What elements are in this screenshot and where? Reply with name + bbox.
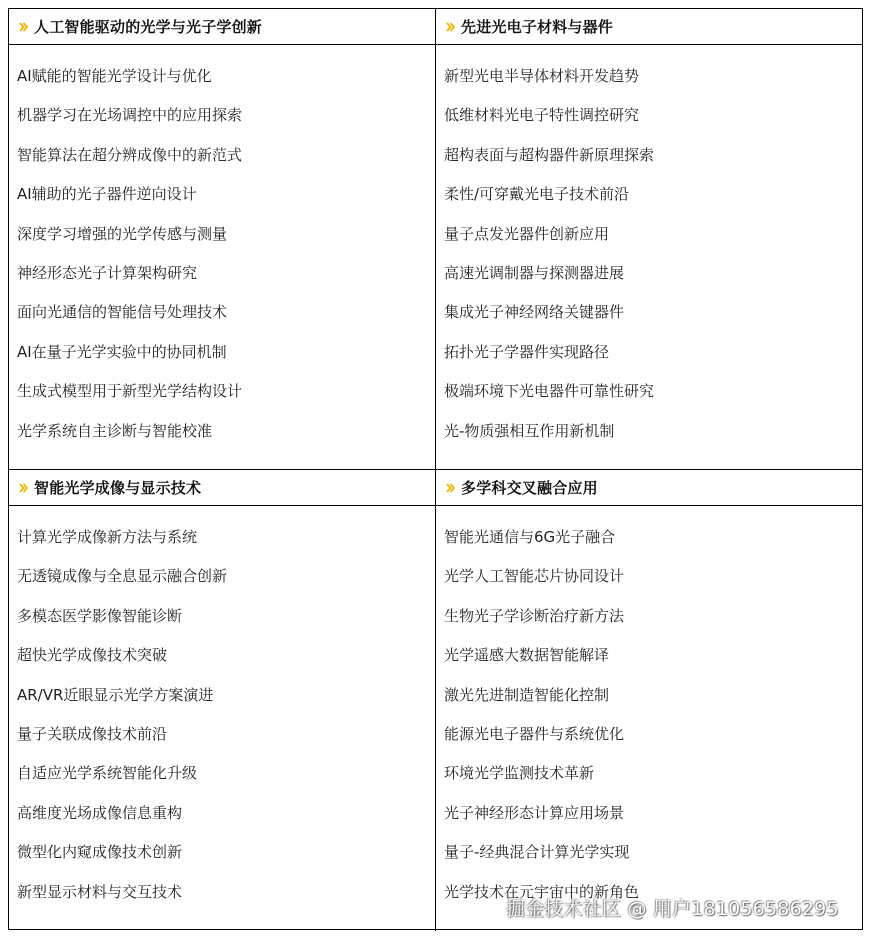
topic-list: [444, 526, 857, 920]
list-item: 无透镜成像与全息显示融合创新: [17, 567, 228, 586]
section-title: 多学科交叉融合应用: [461, 479, 598, 497]
topic-list: [444, 65, 857, 459]
list-item: 激光先进制造智能化控制: [444, 685, 610, 704]
section-title: 智能光学成像与显示技术: [34, 479, 202, 497]
list-item: 拓扑光子学器件实现路径: [444, 342, 610, 361]
list-item: 柔性/可穿戴光电子技术前沿: [444, 185, 630, 204]
double-chevron-right-icon: [19, 21, 29, 33]
section-cell-imaging-display: [9, 470, 436, 931]
list-item: 能源光电子器件与系统优化: [444, 724, 625, 743]
section-header: [436, 9, 863, 45]
list-item: 光学系统自主诊断与智能校准: [17, 421, 213, 440]
double-chevron-right-icon: [446, 482, 456, 494]
list-item: 生成式模型用于新型光学结构设计: [17, 382, 243, 401]
list-item: AI在量子光学实验中的协同机制: [17, 342, 227, 361]
list-item: 高维度光场成像信息重构: [17, 803, 183, 822]
list-item: 深度学习增强的光学传感与测量: [17, 224, 228, 243]
list-item: 量子关联成像技术前沿: [17, 724, 168, 743]
section-header: [9, 470, 435, 506]
list-item: 极端环境下光电器件可靠性研究: [444, 382, 655, 401]
list-item: 微型化内窥成像技术创新: [17, 843, 183, 862]
list-item: 生物光子学诊断治疗新方法: [444, 606, 625, 625]
list-item: 环境光学监测技术革新: [444, 764, 595, 783]
double-chevron-right-icon: [19, 482, 29, 494]
list-item: 计算光学成像新方法与系统: [17, 528, 198, 546]
list-item: 量子-经典混合计算光学实现: [444, 843, 630, 862]
list-item: 自适应光学系统智能化升级: [17, 764, 198, 783]
list-item: 光学技术在元宇宙中的新角色: [444, 882, 640, 901]
section-cell-interdisciplinary: [436, 470, 863, 931]
list-item: 低维材料光电子特性调控研究: [444, 106, 640, 125]
topic-list: [17, 65, 429, 459]
list-item: 超构表面与超构器件新原理探索: [444, 145, 655, 164]
topics-table: [8, 8, 863, 930]
section-header: [9, 9, 435, 45]
list-item: 光学人工智能芯片协同设计: [444, 567, 625, 586]
double-chevron-right-icon: [446, 21, 456, 33]
list-item: 量子点发光器件创新应用: [444, 224, 610, 243]
list-item: 超快光学成像技术突破: [17, 646, 168, 665]
list-item: 多模态医学影像智能诊断: [17, 606, 183, 625]
list-item: AR/VR近眼显示光学方案演进: [17, 685, 214, 704]
topic-list: [17, 526, 429, 920]
list-item: 新型光电半导体材料开发趋势: [444, 67, 640, 85]
section-cell-ai-optics: [9, 9, 436, 470]
list-item: 机器学习在光场调控中的应用探索: [17, 106, 243, 125]
section-header: [436, 470, 863, 506]
list-item: 智能算法在超分辨成像中的新范式: [17, 145, 243, 164]
watermark: 掘金技术社区 @ 用户181056586295: [506, 898, 839, 920]
section-title: 先进光电子材料与器件: [461, 18, 614, 36]
list-item: 高速光调制器与探测器进展: [444, 263, 625, 282]
list-item: 光-物质强相互作用新机制: [444, 421, 615, 440]
list-item: 光学遥感大数据智能解译: [444, 646, 610, 665]
section-cell-materials-devices: [436, 9, 863, 470]
list-item: AI赋能的智能光学设计与优化: [17, 67, 212, 85]
list-item: 光子神经形态计算应用场景: [444, 803, 625, 822]
list-item: 神经形态光子计算架构研究: [17, 263, 198, 282]
list-item: 面向光通信的智能信号处理技术: [17, 303, 228, 322]
list-item: 智能光通信与6G光子融合: [444, 528, 616, 546]
list-item: 集成光子神经网络关键器件: [444, 303, 625, 322]
section-title: 人工智能驱动的光学与光子学创新: [34, 18, 263, 36]
list-item: 新型显示材料与交互技术: [17, 882, 183, 901]
list-item: AI辅助的光子器件逆向设计: [17, 185, 197, 204]
